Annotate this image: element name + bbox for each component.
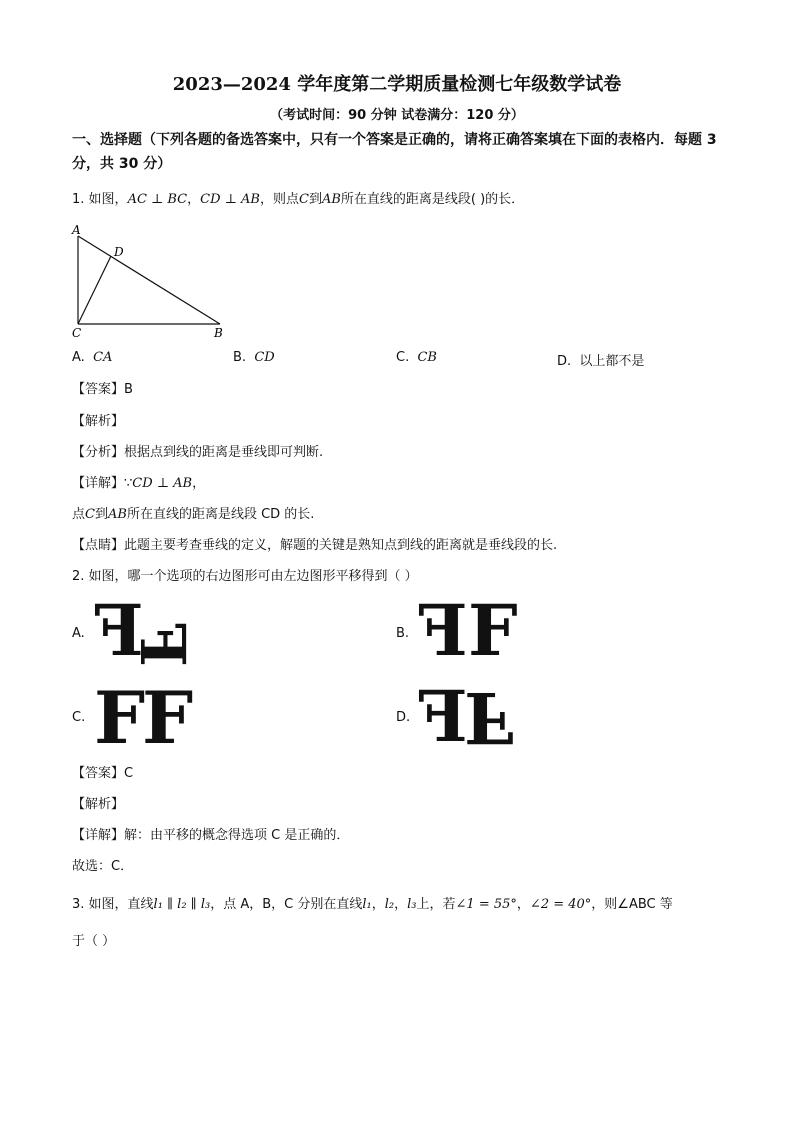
option-b: B. CD [233, 350, 275, 365]
segment-cd [78, 256, 111, 324]
f-mirrored-glyph: F [94, 589, 144, 672]
question-2-stem: 2. 如图，哪一个选项的右边图形可由左边图形平移得到（ ） [72, 569, 418, 584]
f-glyph: F [142, 675, 194, 760]
f-flipped-glyph: F [464, 676, 514, 759]
page-title: 2023—2024 学年度第二学期质量检测七年级数学试卷 [172, 74, 622, 95]
fenxi-1: 【分析】根据点到线的距离是垂线即可判断. [72, 445, 324, 460]
option-c: C. CB [396, 350, 437, 365]
triangle-figure [68, 222, 238, 342]
point-label-c: C [72, 326, 82, 340]
q2-option-a-label: A. [72, 626, 85, 641]
xiangjie-2: 【详解】解：由平移的概念得选项 C 是正确的． [72, 828, 350, 843]
point-label-b: B [214, 326, 223, 340]
question-3-stem: 3. 如图，直线l₁ ∥ l₂ ∥ l₃，点 A，B，C 分别在直线l₁，l₂，l₃上，若∠1 = 55°，∠2 = 40°，则∠ABC 等 [72, 897, 673, 912]
f-mirrored-glyph: F [418, 589, 468, 672]
xiangjie-1-line2: 点C到AB所在直线的距离是线段 CD 的长. [72, 507, 315, 522]
q2-option-d-label: D. [396, 710, 411, 725]
q2-option-a-figure [94, 589, 224, 672]
question-number: 1. [72, 192, 85, 207]
answer-1: 【答案】B [72, 382, 133, 397]
page-subtitle: （考试时间：90 分钟 试卷满分：120 分） [270, 108, 524, 123]
q2-option-b-label: B. [396, 626, 410, 641]
q2-option-c-figure [94, 675, 224, 760]
f-glyph: F [468, 589, 518, 672]
point-label-d: D [114, 245, 124, 259]
question-1-stem: 1. 如图，AC ⊥ BC，CD ⊥ AB，则点C到AB所在直线的距离是线段( )的长． [72, 192, 525, 207]
question-3-stem-line2: 于（ ） [72, 934, 116, 949]
answer-2: 【答案】C [72, 766, 134, 781]
analysis-2-heading: 【解析】 [72, 797, 125, 812]
guxuan-2: 故选：C． [72, 859, 134, 874]
dianjing-1: 【点睛】此题主要考查垂线的定义，解题的关键是熟知点到线的距离就是垂线段的长. [72, 538, 558, 553]
point-label-a: A [72, 223, 81, 237]
analysis-1-heading: 【解析】 [72, 414, 125, 429]
q2-option-d-figure [418, 675, 548, 759]
xiangjie-1: 【详解】∵CD ⊥ AB， [72, 476, 206, 491]
q2-option-b-figure [418, 589, 548, 672]
f-glyph: F [94, 675, 146, 760]
q2-option-c-label: C. [72, 710, 86, 725]
option-d: D. 以上都不是 [557, 354, 645, 369]
option-a: A. CA [72, 350, 113, 365]
f-rotated-glyph: F [126, 622, 200, 668]
section-heading: 一、选择题（下列各题的备选答案中，只有一个答案是正确的，请将正确答案填在下面的表格内．每题 3 分，共 30 分） [72, 132, 717, 172]
f-mirrored-glyph: F [418, 675, 468, 758]
